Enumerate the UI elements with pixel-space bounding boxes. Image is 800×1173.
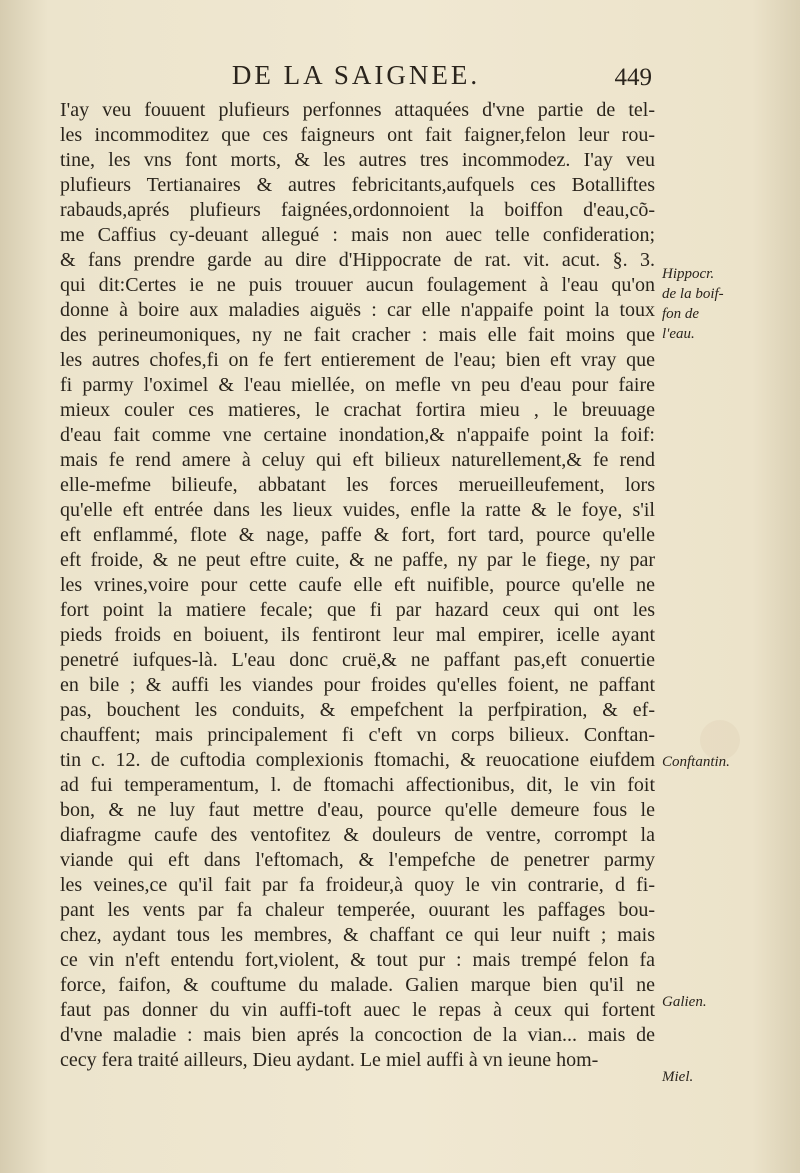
text-line: cecy fera traité ailleurs, Dieu aydant. Le miel auffi à vn ieune hom- — [60, 1049, 599, 1071]
text-line: plufieurs Tertianaires & autres febricitants,aufquels ces Botalliftes — [60, 174, 655, 196]
text-line: force, faifon, & couftume du malade. Galien marque bien qu'il ne — [60, 974, 655, 996]
text-line: mieux couler ces matieres, le crachat fortira mieu , le breuuage — [60, 399, 655, 421]
text-line: d'vne maladie : mais bien aprés la concoction de la vian... mais de — [60, 1024, 655, 1046]
text-line: eft froide, & ne peut eftre cuite, & ne paffe, ny par le fiege, ny par — [60, 549, 655, 571]
margin-note-constantin: Conftantin. — [662, 754, 730, 770]
text-line: viande qui eft dans l'eftomach, & l'empefche de penetrer parmy — [60, 849, 655, 871]
margin-note-line: fon de — [662, 306, 700, 322]
text-line: les veines,ce qu'il fait par fa froideur,à quoy le vin contrarie, d fi- — [60, 874, 655, 896]
text-line: donne à boire aux maladies aiguës : car elle n'appaife point la toux — [60, 299, 655, 321]
text-line: penetré iufques-là. L'eau donc cruë,& ne paffant pas,eft conuertie — [60, 649, 655, 671]
text-line: faut pas donner du vin auffi-toft auec le repas à ceux qui fortent — [60, 999, 655, 1021]
text-line: & fans prendre garde au dire d'Hippocrate de rat. vit. acut. §. 3. — [60, 249, 655, 271]
text-line: pas, bouchent les conduits, & empefchent la perfpiration, & ef- — [60, 699, 655, 721]
paper-stain — [700, 720, 740, 760]
text-line: rabauds,aprés plufieurs faignées,ordonnoient la boiffon d'eau,cõ- — [60, 199, 655, 221]
margin-note-hippocrates — [662, 264, 774, 344]
text-line: ce vin n'eft entendu fort,violent, & tout pur : mais trempé felon fa — [60, 949, 655, 971]
margin-note-line: Hippocr. — [662, 266, 715, 282]
text-line: tin c. 12. de cuftodia complexionis ftomachi, & reuocatione eiufdem — [60, 749, 655, 771]
text-line: mais fe rend amere à celuy qui eft bilieux naturellement,& fe rend — [60, 449, 655, 471]
text-line: me Caffius cy-deuant allegué : mais non auec telle confideration; — [60, 224, 655, 246]
text-line: chez, aydant tous les membres, & chaffant ce qui leur nuift ; mais — [60, 924, 655, 946]
text-line: bon, & ne luy faut mettre d'eau, pource qu'elle demeure fous le — [60, 799, 655, 821]
text-line: qu'elle eft entrée dans les lieux vuides, enfle la ratte & le foye, s'il — [60, 499, 655, 521]
text-line: ad fui temperamentum, l. de ftomachi affectionibus, dit, le vin foit — [60, 774, 655, 796]
margin-note-miel: Miel. — [662, 1069, 694, 1085]
text-line: pieds froids en boiuent, ils fentiront leur mal empirer, icelle ayant — [60, 624, 655, 646]
text-line: fort point la matiere fecale; que fi par hazard ceux qui ont les — [60, 599, 655, 621]
text-line: les autres chofes,fi on fe fert entierement de l'eau; bien eft vray que — [60, 349, 655, 371]
text-line: en bile ; & auffi les viandes pour froides qu'elles foient, ne paffant — [60, 674, 655, 696]
margin-note-line: l'eau. — [662, 326, 695, 342]
text-line: qui dit:Certes ie ne puis trouuer aucun foulagement à l'eau qu'on — [60, 274, 655, 296]
text-line: les vrines,voire pour cette caufe elle eft nuifible, pource qu'elle ne — [60, 574, 655, 596]
page-header — [60, 60, 652, 96]
running-title: DE LA SAIGNEE. — [231, 60, 481, 90]
page-number: 449 — [614, 64, 652, 91]
text-line: chauffent; mais principalement fi c'eft vn corps bilieux. Conftan- — [60, 724, 655, 746]
margin-note-galien: Galien. — [662, 994, 707, 1010]
text-line: diafragme caufe des ventofitez & douleurs de ventre, corrompt la — [60, 824, 655, 846]
text-line: tine, les vns font morts, & les autres tres incommodez. I'ay veu — [60, 149, 655, 171]
text-line: elle-mefme bilieufe, abbatant les forces merueilleufement, lors — [60, 474, 655, 496]
body-text — [60, 98, 655, 1073]
text-line: d'eau fait comme vne certaine inondation,& n'appaife point la foif: — [60, 424, 655, 446]
text-line: les incommoditez que ces faigneurs ont fait faigner,felon leur rou- — [60, 124, 655, 146]
text-line: pant les vents par fa chaleur temperée, ouurant les paffages bou- — [60, 899, 655, 921]
margin-note-line: de la boif- — [662, 286, 724, 302]
text-line: fi parmy l'oximel & l'eau miellée, on mefle vn peu d'eau pour faire — [60, 374, 655, 396]
text-line: eft enflammé, flote & nage, paffe & fort, fort tard, pource qu'elle — [60, 524, 655, 546]
text-line: des perineumoniques, ny ne fait cracher : mais elle fait moins que — [60, 324, 655, 346]
text-line: I'ay veu fouuent plufieurs perfonnes attaquées d'vne partie de tel- — [60, 99, 655, 121]
